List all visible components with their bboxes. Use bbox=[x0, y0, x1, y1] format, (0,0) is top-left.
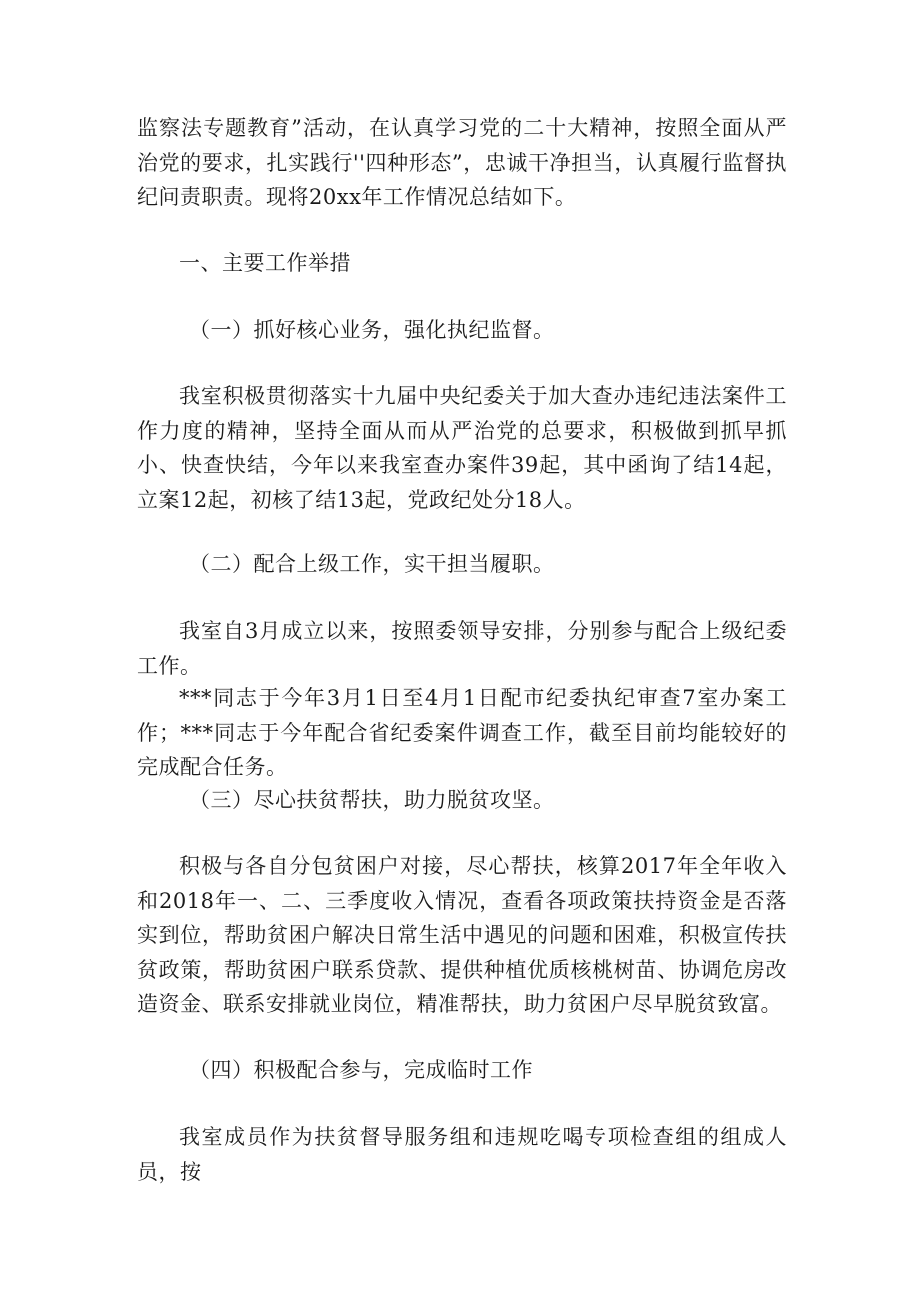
subsection-heading-3: （三）尽心扶贫帮扶，助力脱贫攻坚。 bbox=[189, 788, 555, 812]
subsection-heading-1: （一）抓好核心业务，强化执纪监督。 bbox=[189, 318, 555, 342]
section-heading-main-measures: 一、主要工作举措 bbox=[179, 251, 351, 275]
body-paragraph-cooperation: 我室自3月成立以来，按照委领导安排，分别参与配合上级纪委工作。 bbox=[137, 619, 787, 678]
body-paragraph-staff-assignment: ***同志于今年3月1日至4月1日配市纪委执纪审查7室办案工作；***同志于今年配合省纪委案件调查工作，截至目前均能较好的完成配合任务。 bbox=[137, 686, 787, 779]
body-paragraph-case-handling: 我室积极贯彻落实十九届中央纪委关于加大查办违纪违法案件工作力度的精神，坚持全面从而从严治党的总要求，积极做到抓早抓小、快查快结，今年以来我室查办案件39起，其中函询了结14起，立案12起，初核了结13起，党政纪处分18人。 bbox=[137, 384, 787, 512]
body-paragraph-poverty-relief: 积极与各自分包贫困户对接，尽心帮扶，核算2017年全年收入和2018年一、二、三季度收入情况，查看各项政策扶持资金是否落实到位，帮助贫困户解决日常生活中遇见的问题和困难，积极宣传扶贫政策，帮助贫困户联系贷款、提供种植优质核桃树苗、协调危房改造资金、联系安排就业岗位，精准帮扶，助力贫困户尽早脱贫致富。 bbox=[137, 854, 787, 1016]
intro-paragraph: 监察法专题教育”活动，在认真学习党的二十大精神，按照全面从严治党的要求，扎实践行''四种形态”，忠诚干净担当，认真履行监督执纪问责职责。现将20xx年工作情况总结如下。 bbox=[137, 116, 787, 209]
body-paragraph-temporary-work: 我室成员作为扶贫督导服务组和违规吃喝专项检查组的组成人员，按 bbox=[137, 1125, 787, 1184]
subsection-heading-2: （二）配合上级工作，实干担当履职。 bbox=[189, 552, 555, 576]
subsection-heading-4: （四）积极配合参与，完成临时工作 bbox=[189, 1058, 533, 1082]
